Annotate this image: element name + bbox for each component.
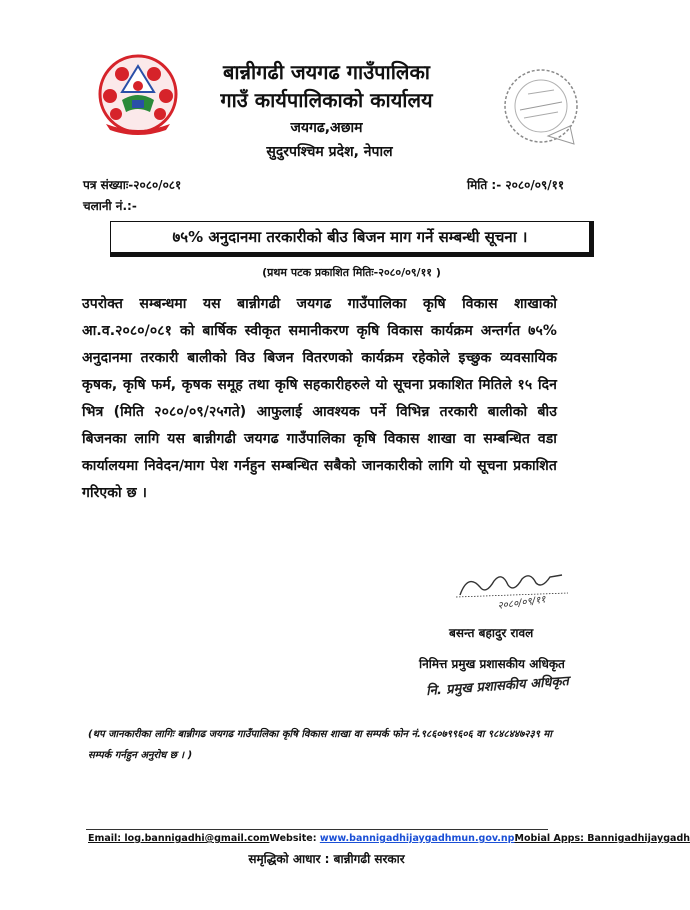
office-name: गाउँ कार्यपालिकाको कार्यालय bbox=[220, 88, 433, 112]
notice-title: ७५% अनुदानमा तरकारीको बीउ बिजन माग गर्ने सम्बन्धी सूचना । bbox=[172, 228, 528, 246]
footer-website-link[interactable]: www.bannigadhijaygadhmun.gov.np bbox=[319, 833, 515, 844]
first-published-date: (प्रथम पटक प्रकाशित मितिः-२०८०/०९/११ ) bbox=[262, 266, 441, 279]
contact-note: (थप जानकारीका लागिः बान्नीगढ जयगढ गाउँपालिका कृषि विकास शाखा वा सम्पर्क फोन नं.९८६०७९९६०६ वा ९८४८४४७२३९ मा सम्पर्क गर्नहुन अनुरोध छ । ) bbox=[88, 729, 552, 761]
letter-date: मिति :- २०८०/०९/११ bbox=[467, 178, 565, 192]
notice-title-banner bbox=[111, 222, 593, 256]
signatory-stamp: नि. प्रमुख प्रशासकीय अधिकृत bbox=[425, 674, 570, 699]
location-line-2: सुदुरपश्चिम प्रदेश, नेपाल bbox=[266, 144, 393, 160]
notice-body: उपरोक्त सम्बन्धमा यस बान्नीगढी जयगढ गाउँपालिका कृषि विकास शाखाको आ.व.२०८०/०८१ को बार्षिक स्वीकृत समानीकरण कृषि विकास कार्यक्रम अन्तर्गत ७५% अनुदानमा तरकारी बालीको विउ बिजन वितरणको कार्यक्रम रहेकोले इच्छुक व्यवसायिक कृषक, कृषि फर्म, कृषक समूह तथा कृषि सहकारीहरुले यो सूचना प्रकाशित मितिले १५ दिन भित्र (मिति २०८०/०९/२५गते) आफुलाई आवश्यक पर्ने विभिन्न तरकारी बालीको बीउ बिजनका लागि यस बान्नीगढी जयगढ गाउँपालिका कृषि विकास शाखा वा सम्बन्धित वडा कार्यालयमा निवेदन/माग पेश गर्नहुन सम्बन्धित सबैको जानकारीको लागि यो सूचना प्रकाशित गरिएको छ । bbox=[82, 296, 557, 501]
footer-motto: समृद्धिको आधार : बान्नीगढी सरकार bbox=[248, 852, 405, 866]
footer-divider bbox=[86, 829, 548, 830]
footer-email-link[interactable]: Email: log.bannigadhi@gmail.com bbox=[88, 833, 270, 844]
letter-number: पत्र संख्याः-२०८०/०८१ bbox=[83, 178, 182, 192]
organization-name: बान्नीगढी जयगढ गाउँपालिका bbox=[223, 60, 430, 84]
footer-contact-line bbox=[88, 833, 690, 844]
svg-text:२०८०/०९/११: २०८०/०९/११ bbox=[496, 594, 547, 612]
dispatch-number: चलानी नं.:- bbox=[83, 199, 137, 213]
footer-mobile-apps[interactable]: Mobial Apps: Bannigadhijaygadh bbox=[514, 833, 690, 844]
footer-website-label: Website: bbox=[269, 833, 320, 844]
signatory-title: निमित्त प्रमुख प्रशासकीय अधिकृत bbox=[419, 657, 565, 671]
handwritten-signature bbox=[450, 567, 590, 612]
location-line-1: जयगढ,अछाम bbox=[290, 120, 363, 136]
signatory-name: बसन्त बहादुर रावल bbox=[449, 626, 534, 640]
